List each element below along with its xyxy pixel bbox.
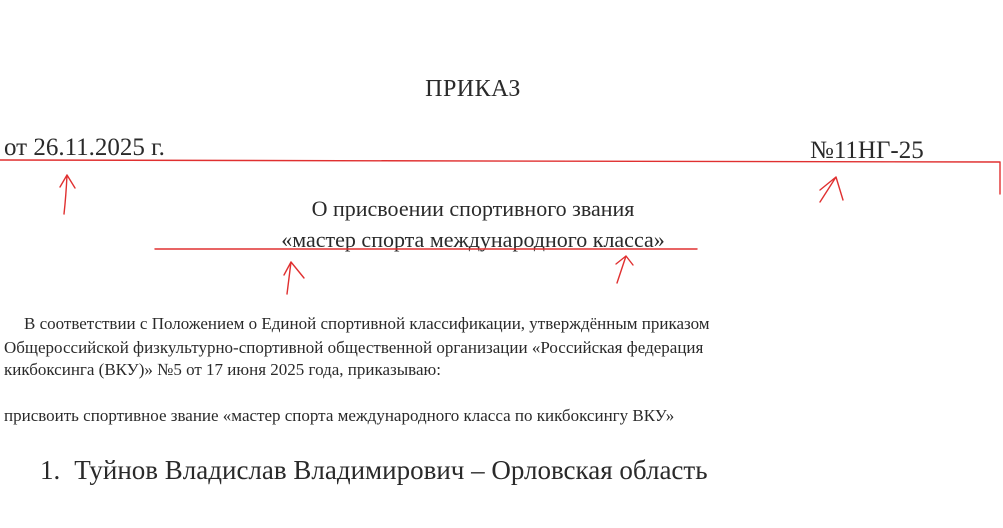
body-paragraph-line-2: Общероссийской физкультурно-спортивной общественной организации «Российская федерация <box>4 338 704 357</box>
order-date: от 26.11.2025 г. <box>4 134 165 161</box>
red-arrow-subject-left <box>284 262 304 294</box>
order-number: №11НГ-25 <box>810 137 924 164</box>
red-arrow-number <box>820 177 843 202</box>
order-title: ПРИКАЗ <box>425 76 521 102</box>
body-paragraph-line-1: В соответствии с Положением о Единой спортивной классификации, утверждённым приказом <box>24 314 710 333</box>
red-arrow-subject-right <box>616 256 633 283</box>
order-subject-line-2: «мастер спорта международного класса» <box>281 227 665 252</box>
red-arrow-date <box>60 175 75 214</box>
list-item-number: 1. <box>40 455 61 485</box>
red-underline-header <box>0 160 1000 194</box>
order-subject-line-1: О присвоении спортивного звания <box>311 196 635 221</box>
resolution-line: присвоить спортивное звание «мастер спорта международного класса по кикбоксингу ВКУ» <box>4 406 675 425</box>
body-paragraph-line-3: кикбоксинга (ВКУ)» №5 от 17 июня 2025 года, приказываю: <box>4 360 441 379</box>
list-item-text: Туйнов Владислав Владимирович – Орловская область <box>74 455 708 485</box>
